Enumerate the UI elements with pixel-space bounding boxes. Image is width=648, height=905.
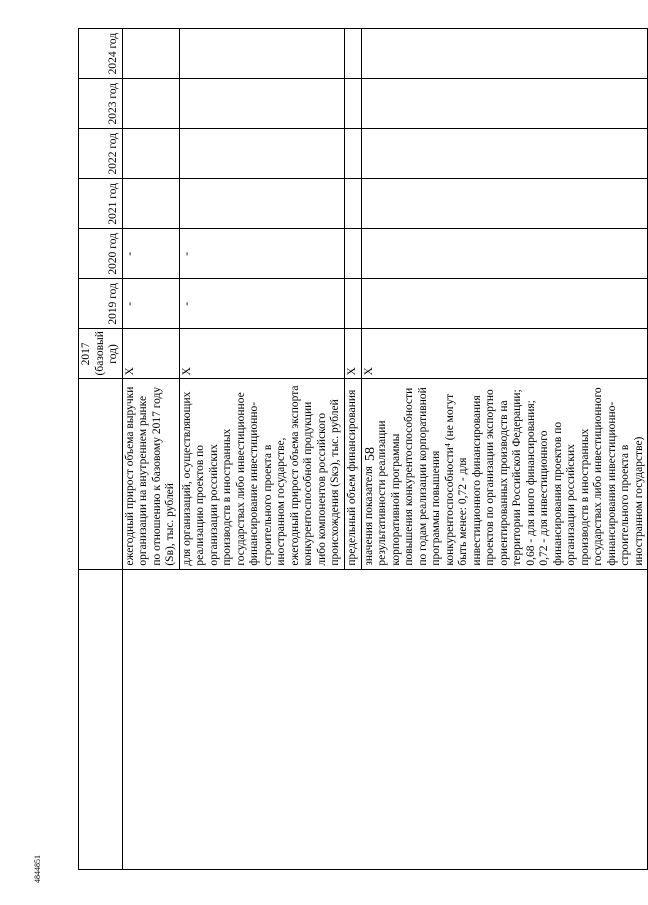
value-cell: -: [122, 229, 179, 279]
rotated-table: [78, 28, 645, 870]
value-cell: -: [179, 229, 344, 279]
value-cell: X: [179, 329, 344, 379]
left-blank-cell: [122, 569, 648, 869]
value-cell: -: [179, 279, 344, 329]
value-cell: [361, 279, 648, 329]
value-cell: [122, 179, 179, 229]
value-cell: [344, 129, 361, 179]
table-header-row: [79, 29, 123, 870]
indicator-label: предельный объем финансирования: [344, 379, 361, 569]
value-cell: [361, 229, 648, 279]
value-cell: [122, 129, 179, 179]
indicator-table: [78, 28, 648, 870]
value-cell: [344, 29, 361, 79]
value-cell: [344, 79, 361, 129]
indicator-label: для организаций, осуществляющих реализацию проектов по организации российских производств в иностранных государствах либо инвестиционное финансирование инвестиционно-строительного проекта в иностранном государстве, ежегодный прирост объема экспорта конкурентоспособной продукции либо компонентов российского происхождения (Sкэ), тыс. рублей: [179, 379, 344, 569]
value-cell: [344, 279, 361, 329]
header-year: 2022 год: [79, 129, 123, 179]
value-cell: X: [122, 329, 179, 379]
header-year: 2020 год: [79, 229, 123, 279]
header-year: 2021 год: [79, 179, 123, 229]
value-cell: [344, 179, 361, 229]
value-cell: -: [122, 279, 179, 329]
header-year: 2023 год: [79, 79, 123, 129]
value-cell: [344, 229, 361, 279]
value-cell: [361, 79, 648, 129]
value-cell: [361, 129, 648, 179]
header-blank-cell: [79, 569, 123, 869]
header-year: 2017 (базовый год): [79, 329, 123, 379]
table-row: [122, 29, 179, 870]
value-cell: X: [344, 329, 361, 379]
value-cell: [361, 29, 648, 79]
indicator-label: значения показателя результативности реализации корпоративной программы повышения конкурентоспособности по годам реализации корпоративной программы повышения конкурентоспособности⁴ (не могут быть менее: 0,72 - для инвестиционного финансирования проектов по организации экспортно ориентированных производств на территории Российской Федерации; 0,68 - для иного финансирования; 0,72 - для инвестиционного финансирования проектов по организации российских производств в иностранных государствах либо инвестиционного финансирования инвестиционно-строительного проекта в иностранном государстве): [361, 379, 648, 569]
document-id: 4844851: [33, 855, 42, 883]
header-indicator-cell: [79, 379, 123, 569]
value-cell: [179, 129, 344, 179]
indicator-label: ежегодный прирост объема выручки организации на внутреннем рынке по отношению к базовому 2017 году (Sв), тыс. рублей: [122, 379, 179, 569]
value-cell: [361, 179, 648, 229]
value-cell: [179, 79, 344, 129]
value-cell: X: [361, 329, 648, 379]
value-cell: [122, 29, 179, 79]
value-cell: [122, 79, 179, 129]
value-cell: [179, 179, 344, 229]
header-year: 2019 год: [79, 279, 123, 329]
value-cell: [179, 29, 344, 79]
rotated-table-frame: [78, 28, 645, 870]
page-number-text: 58: [363, 447, 378, 461]
header-year: 2024 год: [79, 29, 123, 79]
